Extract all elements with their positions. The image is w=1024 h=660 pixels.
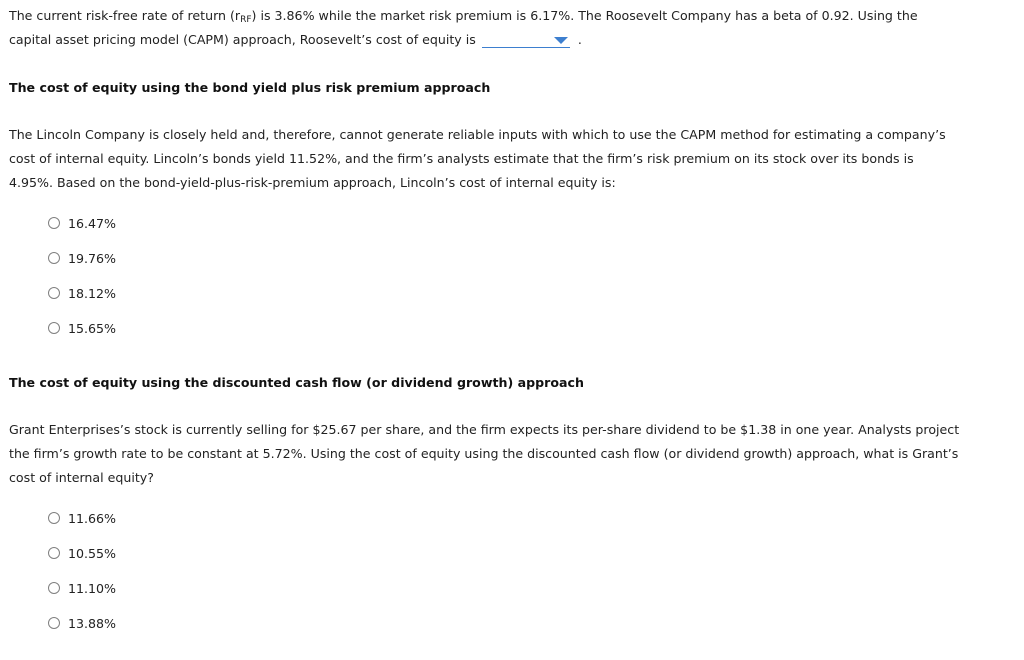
dcf-question-line: cost of internal equity? xyxy=(9,470,154,485)
dcf-question-line: the firm’s growth rate to be constant at 5.72%. Using the cost of equity using the discounted cash flow (or dividend growth) approach, what is Grant’s xyxy=(9,446,959,461)
bond-yield-heading: The cost of equity using the bond yield plus risk premium approach xyxy=(9,80,491,95)
trailing-period: . xyxy=(577,32,582,47)
dcf-heading: The cost of equity using the discounted cash flow (or dividend growth) approach xyxy=(9,375,584,390)
bond-option-3[interactable] xyxy=(48,285,116,301)
bond-option-2[interactable] xyxy=(48,250,116,266)
chevron-down-icon[interactable] xyxy=(554,37,568,44)
option-label: 11.66% xyxy=(68,510,117,526)
radio-button[interactable] xyxy=(48,617,60,629)
cost-of-equity-dropdown[interactable] xyxy=(482,33,570,48)
bond-yield-question-line: The Lincoln Company is closely held and, therefore, cannot generate reliable inputs with which to use the CAPM method for estimating a company’s xyxy=(9,127,946,142)
dcf-option-1[interactable] xyxy=(48,510,116,526)
bond-option-4[interactable] xyxy=(48,320,116,336)
bond-yield-question-line: 4.95%. Based on the bond-yield-plus-risk-premium approach, Lincoln’s cost of internal equity is: xyxy=(9,175,616,190)
option-label: 15.65% xyxy=(68,320,117,336)
dcf-option-4[interactable] xyxy=(48,615,116,631)
capm-text: The current risk-free rate of return (r xyxy=(9,8,241,23)
radio-button[interactable] xyxy=(48,287,60,299)
option-label: 11.10% xyxy=(68,580,117,596)
dcf-question-line: Grant Enterprises’s stock is currently selling for $25.67 per share, and the firm expects its per-share dividend to be $1.38 in one year. Analysts project xyxy=(9,422,960,437)
option-label: 18.12% xyxy=(68,285,117,301)
radio-button[interactable] xyxy=(48,252,60,264)
radio-button[interactable] xyxy=(48,217,60,229)
option-label: 10.55% xyxy=(68,545,117,561)
rf-subscript: RF xyxy=(240,15,252,25)
option-label: 16.47% xyxy=(68,215,117,231)
capm-text: ) is 3.86% while the market risk premium is 6.17%. The Roosevelt Company has a beta of 0.92. Using the xyxy=(251,8,918,23)
capm-question-line-2 xyxy=(9,28,582,52)
radio-button[interactable] xyxy=(48,512,60,524)
dcf-option-2[interactable] xyxy=(48,545,116,561)
option-label: 19.76% xyxy=(68,250,117,266)
radio-button[interactable] xyxy=(48,547,60,559)
option-label: 13.88% xyxy=(68,615,117,631)
bond-option-1[interactable] xyxy=(48,215,116,231)
radio-button[interactable] xyxy=(48,322,60,334)
dcf-option-3[interactable] xyxy=(48,580,116,596)
radio-button[interactable] xyxy=(48,582,60,594)
bond-yield-question-line: cost of internal equity. Lincoln’s bonds yield 11.52%, and the firm’s analysts estimate that the firm’s risk premium on its stock over its bonds is xyxy=(9,151,914,166)
capm-text: capital asset pricing model (CAPM) approach, Roosevelt’s cost of equity is xyxy=(9,32,476,47)
